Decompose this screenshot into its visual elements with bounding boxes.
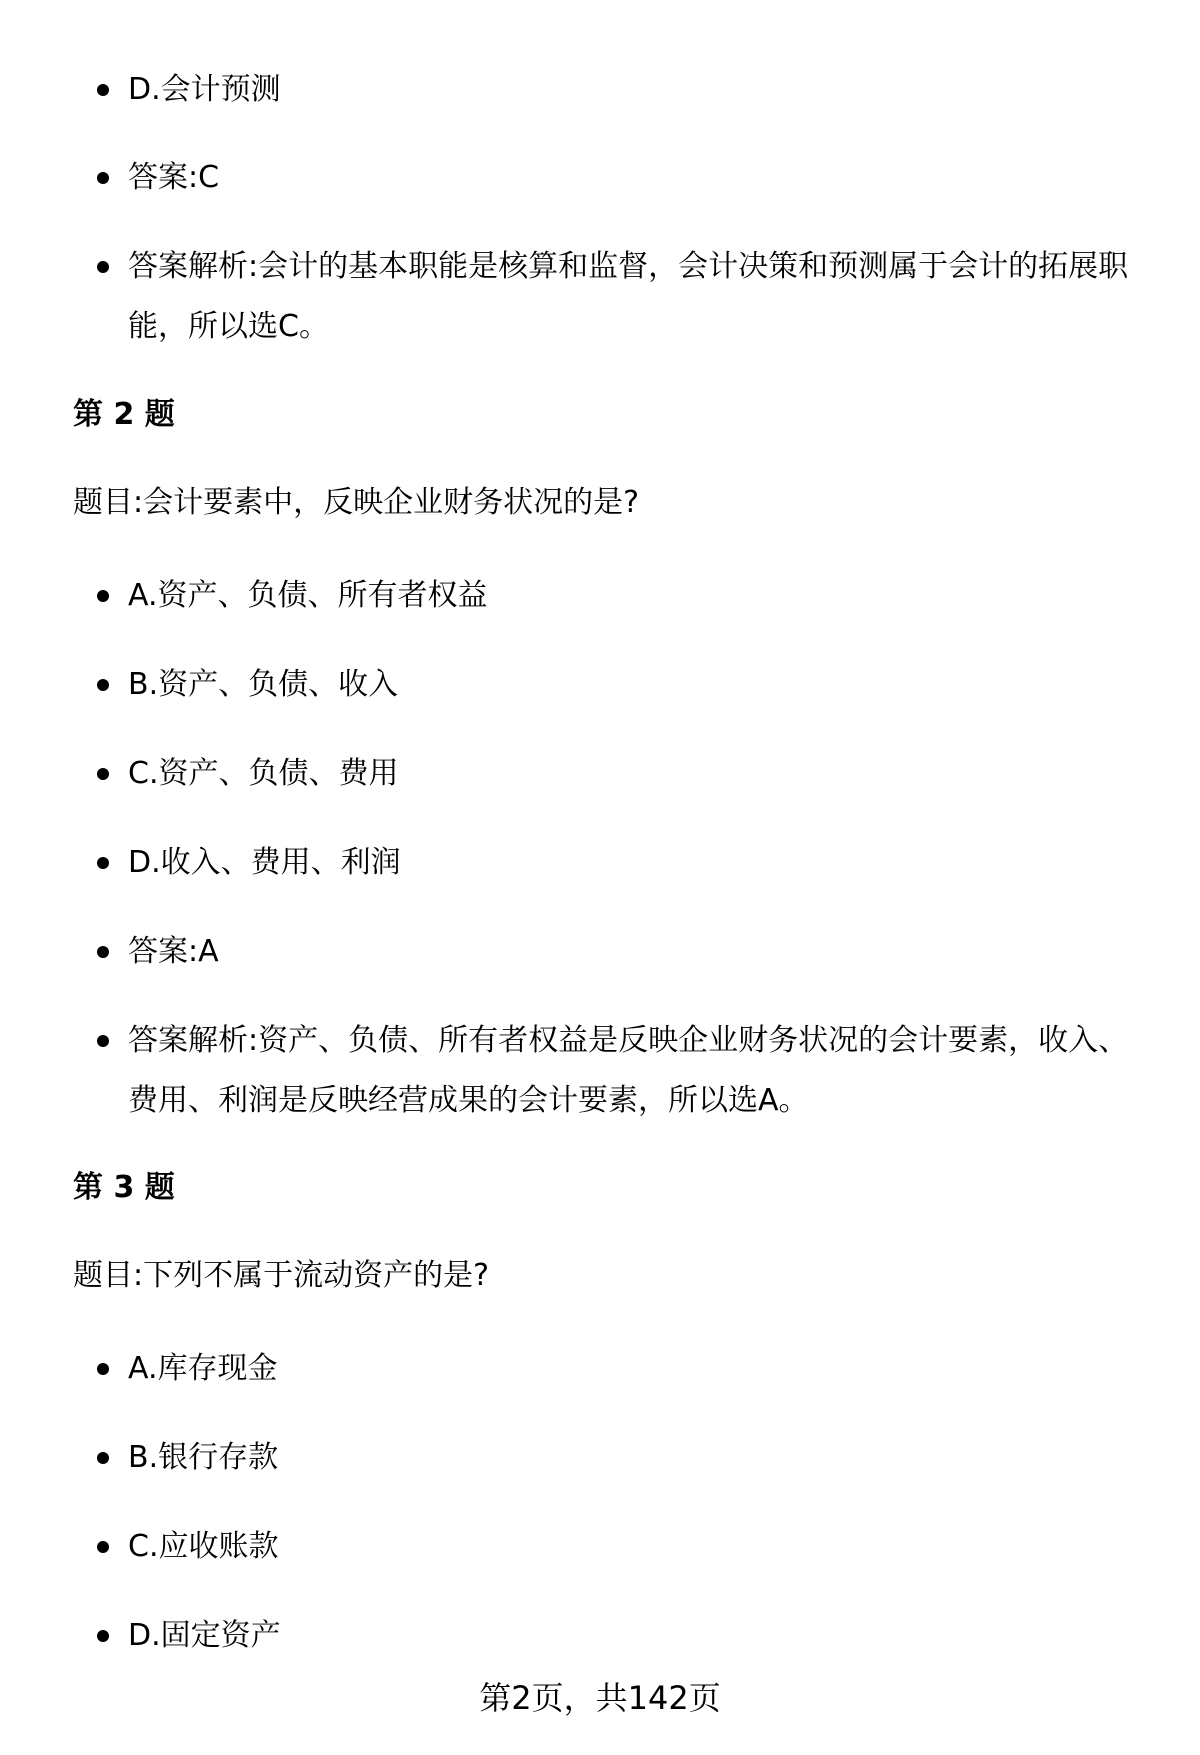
q2-answer: 答案:A xyxy=(128,922,1158,982)
q3-option-c: C.应收账款 xyxy=(128,1517,1158,1577)
q3-heading: 第 3 题 xyxy=(73,1170,175,1205)
q1-answer: 答案:C xyxy=(128,148,1158,208)
q2-option-d: D.收入、费用、利润 xyxy=(128,833,1158,893)
q1-explanation: 答案解析:会计的基本职能是核算和监督，会计决策和预测属于会计的拓展职能，所以选C。 xyxy=(128,237,1158,357)
q2-explanation: 答案解析:资产、负债、所有者权益是反映企业财务状况的会计要素，收入、费用、利润是反映经营成果的会计要素，所以选A。 xyxy=(128,1011,1158,1131)
q2-heading: 第 2 题 xyxy=(73,397,175,432)
q3-option-b: B.银行存款 xyxy=(128,1428,1158,1488)
q3-question: 题目:下列不属于流动资产的是? xyxy=(73,1258,490,1293)
q3-option-a: A.库存现金 xyxy=(128,1339,1158,1399)
q2-option-c: C.资产、负债、费用 xyxy=(128,744,1158,804)
q2-option-b: B.资产、负债、收入 xyxy=(128,655,1158,715)
q2-question: 题目:会计要素中，反映企业财务状况的是? xyxy=(73,485,640,520)
q1-option-d: D.会计预测 xyxy=(128,60,1158,120)
q2-option-a: A.资产、负债、所有者权益 xyxy=(128,566,1158,626)
q3-option-d: D.固定资产 xyxy=(128,1606,1158,1666)
page-number-footer: 第2页，共142页 xyxy=(479,1679,721,1717)
